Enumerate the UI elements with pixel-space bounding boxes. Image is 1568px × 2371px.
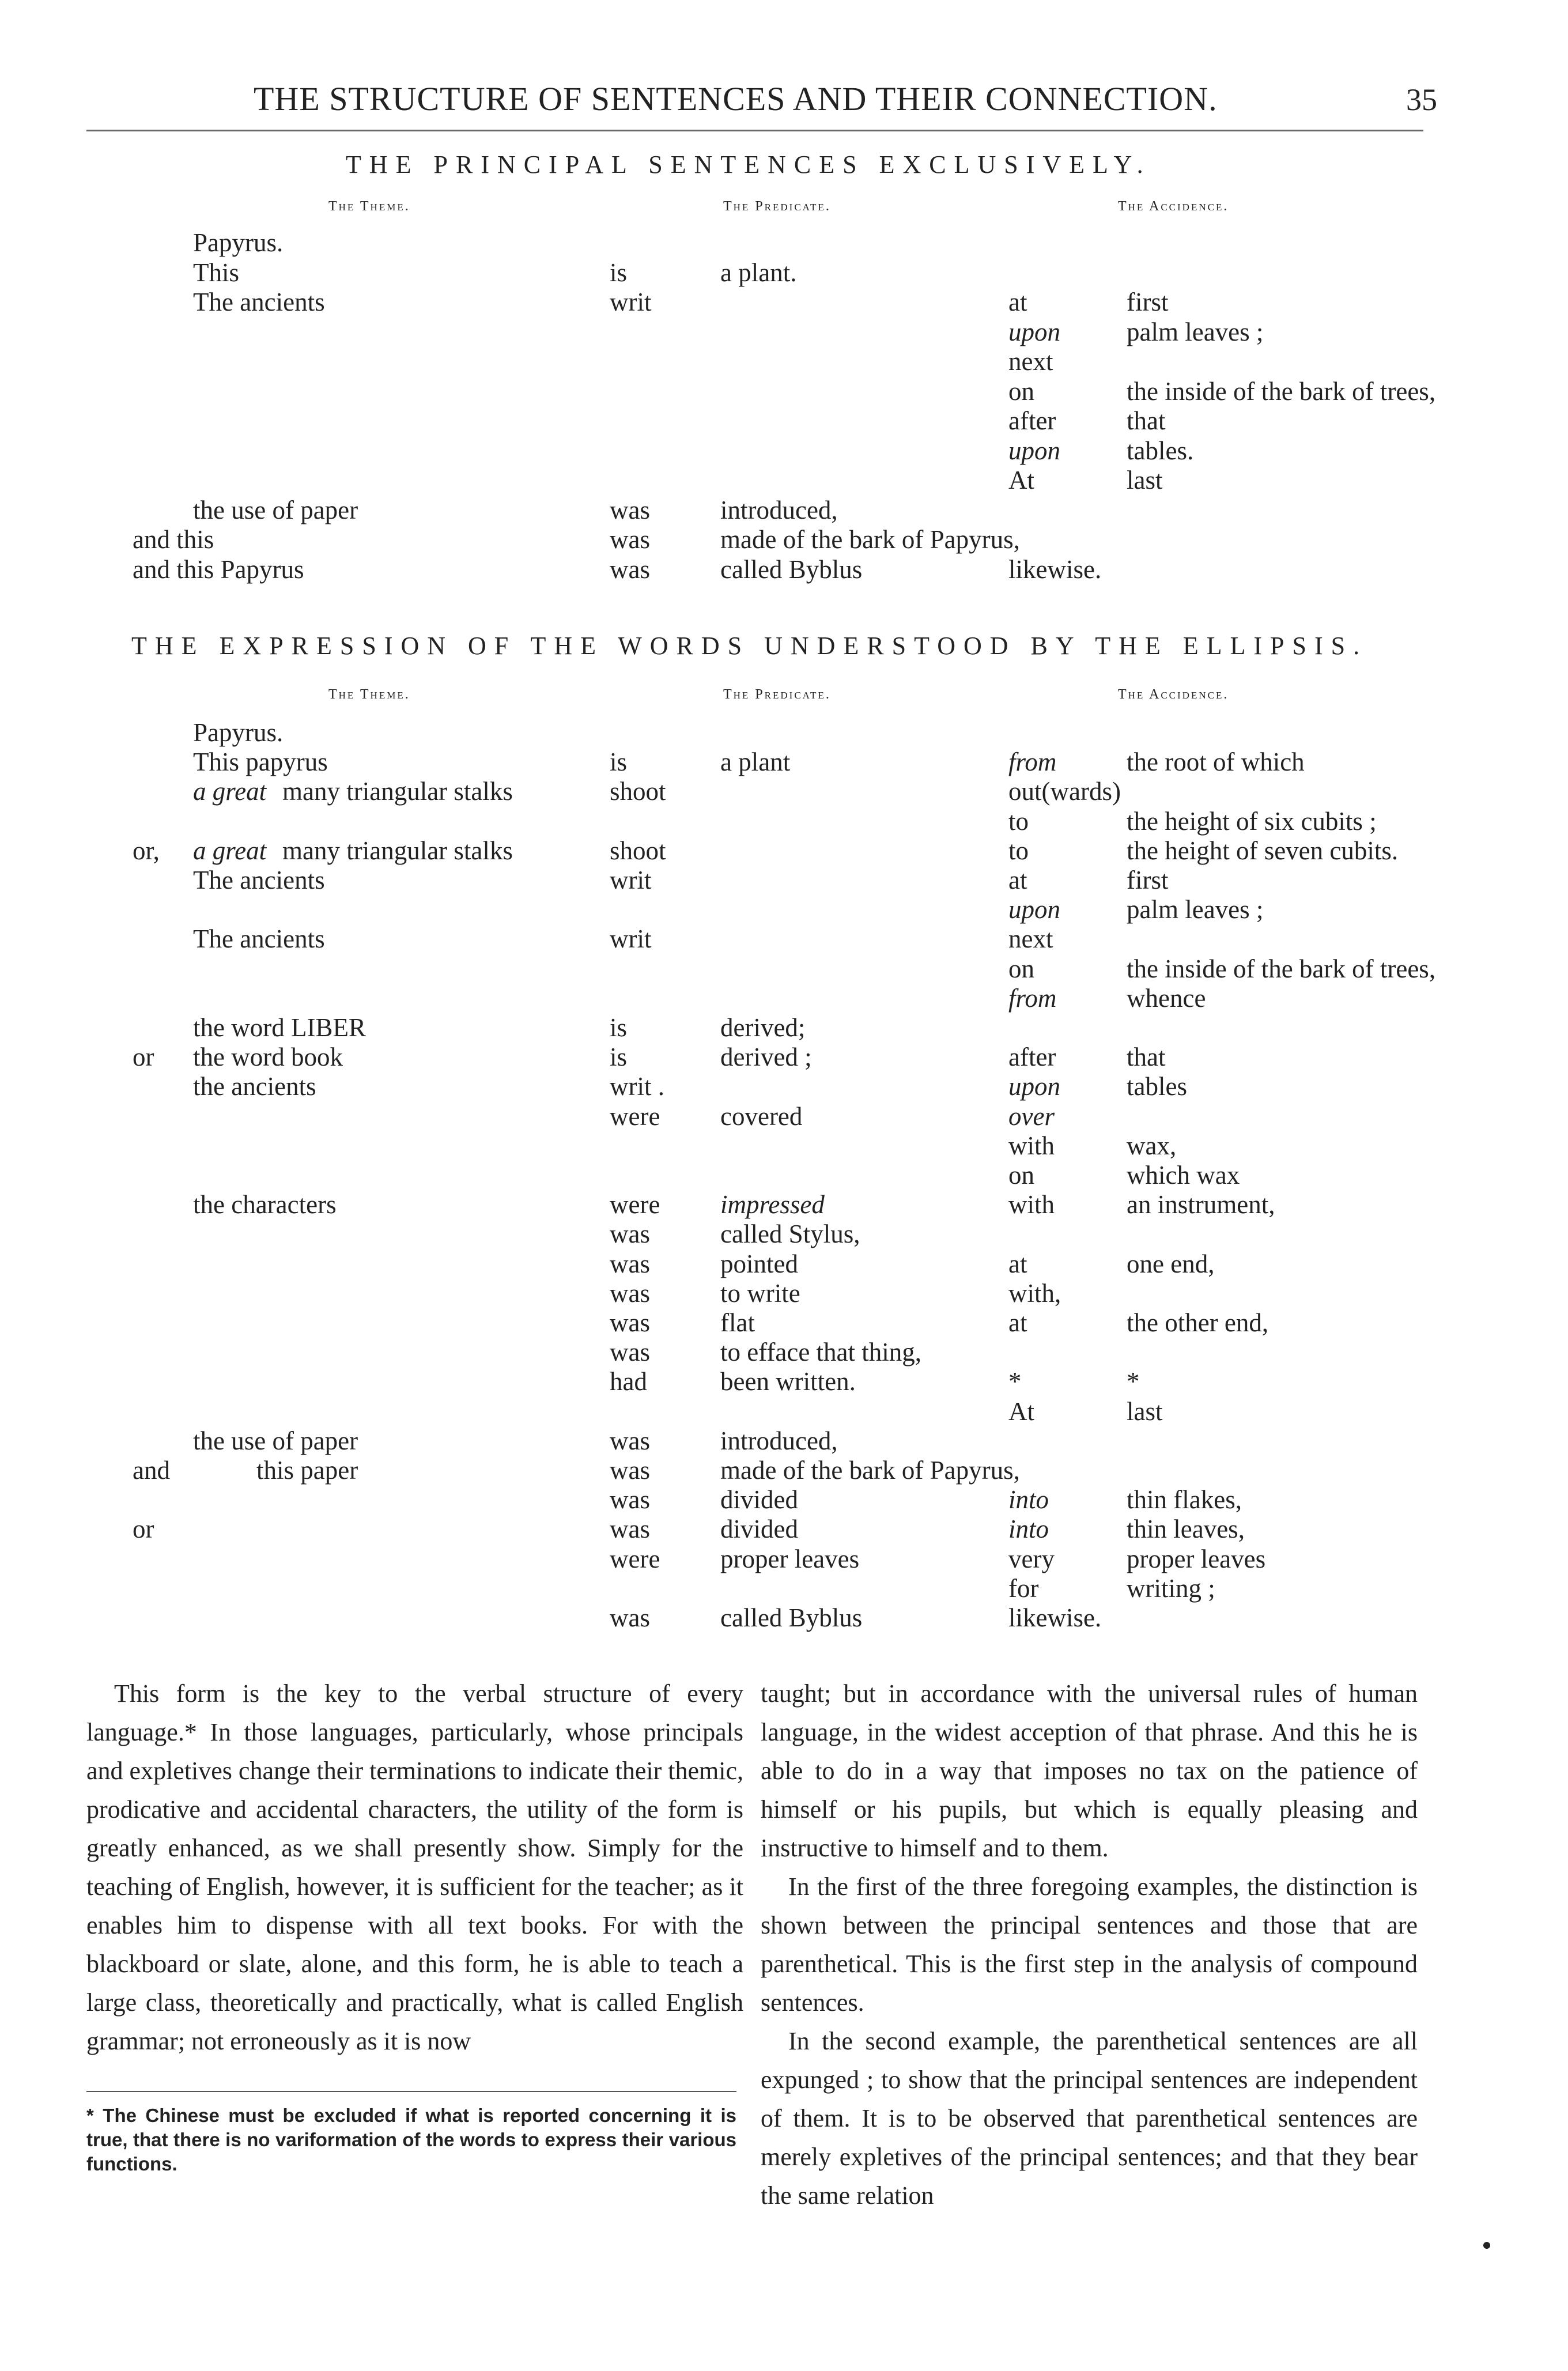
accidence-particle: * (1008, 1367, 1022, 1396)
predicate-cell: called Byblus (720, 1603, 863, 1632)
column-header-theme-2: The Theme. (328, 687, 410, 702)
header-rule (86, 130, 1423, 131)
ink-dot (1483, 2242, 1490, 2249)
accidence-particle: upon (1008, 436, 1060, 465)
verb-cell: were (610, 1190, 660, 1220)
accidence-particle: At (1008, 466, 1034, 494)
predicate-cell: a plant (720, 747, 791, 777)
theme-cell: The ancients (193, 924, 325, 954)
verb-cell: were (610, 1544, 660, 1573)
theme-cell: the word book (193, 1043, 343, 1072)
predicate-cell: been written. (720, 1367, 856, 1396)
accidence-particle: upon (1008, 895, 1060, 924)
accidence-particle: on (1008, 376, 1034, 406)
accidence-object: first (1127, 866, 1169, 894)
running-header: THE STRUCTURE OF SENTENCES AND THEIR CONNECTION. (254, 80, 1218, 118)
verb-cell: was (610, 1485, 650, 1515)
row-prefix: and this (133, 525, 214, 554)
accidence-particle: at (1008, 288, 1027, 316)
verb-cell: was (610, 495, 650, 524)
accidence-particle: from (1008, 983, 1057, 1013)
accidence-object: the inside of the bark of trees, (1127, 954, 1436, 983)
accidence-object: that (1127, 1043, 1166, 1072)
predicate-cell: introduced, (720, 1426, 838, 1455)
accidence-object: * (1127, 1367, 1140, 1396)
theme-cell: the use of paper (193, 495, 358, 524)
paragraph: In the second example, the parenthetical sentences are all expunged ; to show that the principal sentences are independent of them. It is to be observed that parenthetical sentences are merely expletives of the principal sentences; and that they bear the same relation (761, 2027, 1418, 2210)
accidence-particle: likewise. (1008, 554, 1102, 584)
accidence-particle: at (1008, 866, 1027, 894)
verb-cell: is (610, 1013, 628, 1042)
verb-cell: writ (610, 866, 652, 894)
verb-cell: writ . (610, 1072, 664, 1101)
accidence-particle: after (1008, 1043, 1056, 1072)
predicate-cell: impressed (720, 1190, 825, 1220)
column-header-accidence-2: The Accidence. (1118, 687, 1229, 702)
accidence-object: wax, (1127, 1131, 1177, 1160)
accidence-object: the other end, (1127, 1308, 1269, 1337)
accidence-object: last (1127, 466, 1163, 494)
page-number: 35 (1406, 82, 1437, 117)
section-title-ellipsis: THE EXPRESSION OF THE WORDS UNDERSTOOD BY THE ELLIPSIS. (131, 632, 1368, 660)
row-prefix: and this Papyrus (133, 554, 304, 584)
accidence-object: an instrument, (1127, 1190, 1275, 1220)
predicate-cell: called Byblus (720, 554, 863, 584)
verb-cell: was (610, 1338, 650, 1367)
accidence-particle: with (1008, 1190, 1055, 1220)
accidence-particle: into (1008, 1515, 1049, 1544)
accidence-particle: next (1008, 924, 1053, 954)
theme-cell: the ancients (193, 1072, 316, 1101)
accidence-object: one end, (1127, 1249, 1215, 1278)
predicate-cell: to efface that thing, (720, 1338, 922, 1367)
predicate-cell: derived; (720, 1013, 806, 1042)
predicate-cell: a plant. (720, 258, 797, 287)
accidence-object: whence (1127, 983, 1206, 1013)
predicate-cell: introduced, (720, 495, 838, 524)
theme-cell: The ancients (193, 288, 325, 316)
column-header-theme: The Theme. (328, 199, 410, 214)
accidence-particle: upon (1008, 1072, 1060, 1101)
column-header-predicate: The Predicate. (723, 199, 831, 214)
accidence-object: that (1127, 406, 1166, 435)
predicate-cell: covered (720, 1101, 803, 1131)
predicate-cell: made of the bark of Papyrus, (720, 525, 1020, 554)
accidence-object: the height of seven cubits. (1127, 836, 1399, 865)
verb-cell: was (610, 1278, 650, 1308)
theme-cell: the word LIBER (193, 1013, 366, 1042)
accidence-particle: on (1008, 1161, 1034, 1190)
accidence-particle: over (1008, 1101, 1055, 1131)
predicate-cell: pointed (720, 1249, 798, 1278)
predicate-cell: derived ; (720, 1043, 812, 1072)
accidence-particle: into (1008, 1485, 1049, 1515)
accidence-particle: with (1008, 1131, 1055, 1160)
accidence-object: tables (1127, 1072, 1187, 1101)
row-prefix: and (133, 1456, 170, 1485)
verb-cell: were (610, 1101, 660, 1131)
accidence-particle: from (1008, 747, 1057, 777)
accidence-particle: at (1008, 1249, 1027, 1278)
paragraph: This form is the key to the verbal structure of every language.* In those languages, particularly, whose principals and expletives change their terminations to indicate their themic, prodicative and accidental characters, the utility of the form is greatly enhanced, as we shall presently show. Simply for the teaching of English, however, it is sufficient for the teacher; as it enables him to dispense with all text books. For with the blackboard or slate, alone, and this form, he is able to teach a large class, theoretically and practically, what is called English grammar; not erroneously as it is now (86, 1679, 743, 2055)
accidence-particle: next (1008, 347, 1053, 376)
predicate-cell: divided (720, 1515, 798, 1544)
verb-cell: was (610, 1308, 650, 1337)
theme-cell: This (193, 258, 240, 287)
theme-cell: the use of paper (193, 1426, 358, 1455)
accidence-particle: upon (1008, 317, 1060, 346)
accidence-object: thin flakes, (1127, 1485, 1242, 1515)
verb-cell: writ (610, 288, 652, 316)
theme-cell: this paper (256, 1456, 358, 1485)
verb-cell: was (610, 1426, 650, 1455)
accidence-particle: likewise. (1008, 1603, 1102, 1632)
verb-cell: shoot (610, 777, 666, 806)
verb-cell: was (610, 525, 650, 554)
accidence-object: the inside of the bark of trees, (1127, 376, 1436, 406)
accidence-particle: At (1008, 1396, 1034, 1426)
accidence-object: tables. (1127, 436, 1194, 465)
verb-cell: writ (610, 924, 652, 954)
verb-cell: was (610, 554, 650, 584)
accidence-object: first (1127, 288, 1169, 316)
theme-italic: a great (193, 836, 267, 865)
theme-cell: the characters (193, 1190, 337, 1220)
accidence-object: which wax (1127, 1161, 1240, 1190)
accidence-object: palm leaves ; (1127, 317, 1264, 346)
accidence-object: last (1127, 1396, 1163, 1426)
accidence-particle: for (1008, 1573, 1039, 1603)
accidence-object: palm leaves ; (1127, 895, 1264, 924)
predicate-cell: to write (720, 1278, 800, 1308)
predicate-cell: divided (720, 1485, 798, 1515)
column-header-accidence: The Accidence. (1118, 199, 1229, 214)
theme-cell: Papyrus. (193, 718, 284, 747)
verb-cell: is (610, 258, 628, 287)
theme-cell: Papyrus. (193, 228, 284, 257)
footnote-rule (86, 2091, 736, 2092)
predicate-cell: made of the bark of Papyrus, (720, 1456, 1020, 1485)
accidence-object: thin leaves, (1127, 1515, 1245, 1544)
theme-cell: many triangular stalks (282, 836, 513, 865)
accidence-particle: with, (1008, 1278, 1061, 1308)
accidence-object: writing ; (1127, 1573, 1215, 1603)
body-right-column (761, 1674, 1418, 2215)
theme-cell: This papyrus (193, 747, 328, 777)
accidence-particle: out(wards) (1008, 777, 1121, 806)
accidence-particle: after (1008, 406, 1056, 435)
predicate-cell: called Stylus, (720, 1220, 860, 1249)
accidence-object: proper leaves (1127, 1544, 1266, 1573)
accidence-particle: on (1008, 954, 1034, 983)
verb-cell: had (610, 1367, 647, 1396)
section-title-principal: THE PRINCIPAL SENTENCES EXCLUSIVELY. (346, 150, 1151, 179)
accidence-particle: at (1008, 1308, 1027, 1337)
verb-cell: shoot (610, 836, 666, 865)
verb-cell: was (610, 1603, 650, 1632)
verb-cell: was (610, 1220, 650, 1249)
row-prefix: or, (133, 836, 160, 865)
verb-cell: was (610, 1515, 650, 1544)
predicate-cell: flat (720, 1308, 755, 1337)
verb-cell: is (610, 1043, 628, 1072)
theme-italic: a great (193, 777, 267, 806)
accidence-particle: to (1008, 806, 1029, 836)
accidence-particle: very (1008, 1544, 1055, 1573)
theme-cell: many triangular stalks (282, 777, 513, 806)
row-prefix: or (133, 1515, 154, 1544)
row-prefix: or (133, 1043, 154, 1072)
column-header-predicate-2: The Predicate. (723, 687, 831, 702)
accidence-object: the height of six cubits ; (1127, 806, 1377, 836)
verb-cell: was (610, 1249, 650, 1278)
accidence-particle: to (1008, 836, 1029, 865)
paragraph: taught; but in accordance with the universal rules of human language, in the widest acception of that phrase. And this he is able to do in a way that imposes no tax on the patience of himself or his pupils, but which is equally pleasing and instructive to himself and to them. (761, 1679, 1418, 1862)
verb-cell: was (610, 1456, 650, 1485)
verb-cell: is (610, 747, 628, 777)
body-left-column (86, 1674, 743, 2060)
theme-cell: The ancients (193, 866, 325, 894)
predicate-cell: proper leaves (720, 1544, 860, 1573)
footnote: * The Chinese must be excluded if what is reported concerning it is true, that there is no variformation of the words to express their various functions. (86, 2105, 736, 2174)
accidence-object: the root of which (1127, 747, 1305, 777)
paragraph: In the first of the three foregoing examples, the distinction is shown between the principal sentences and those that are parenthetical. This is the first step in the analysis of compound sentences. (761, 1872, 1418, 2017)
